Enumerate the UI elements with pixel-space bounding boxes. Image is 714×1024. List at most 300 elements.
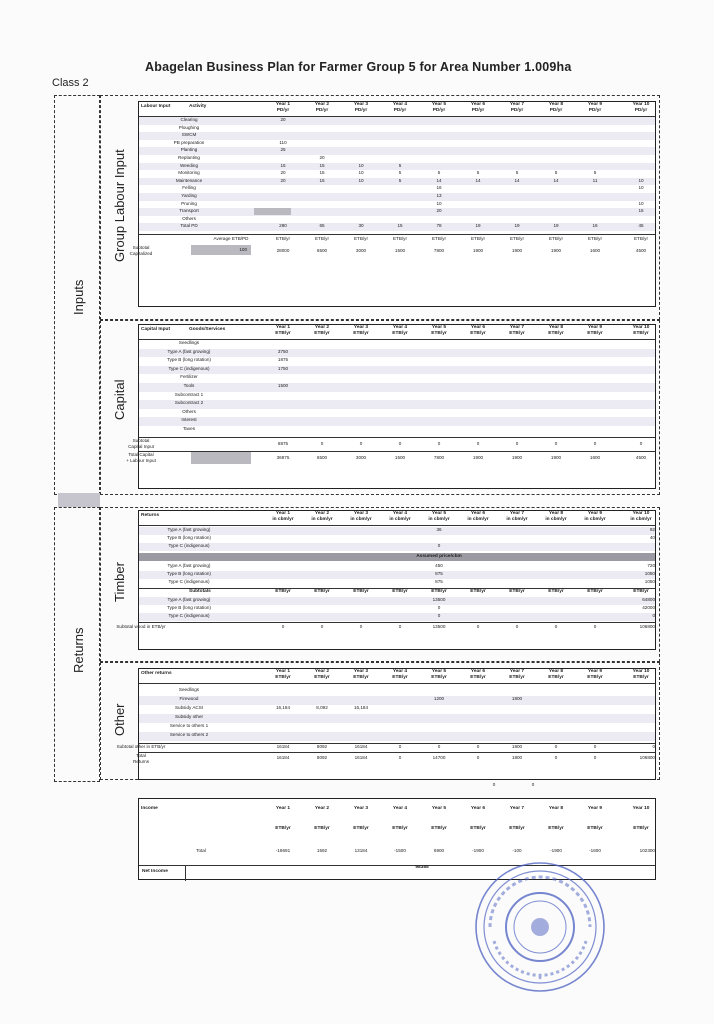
price-header: Assumed price/cbm <box>416 554 462 559</box>
average-value: 100 <box>239 247 247 252</box>
unit-header: PD/yr <box>634 108 648 113</box>
income-total-label: Total <box>196 848 206 853</box>
timber-volume: 40 <box>649 535 655 540</box>
year-header: Year 8 <box>548 511 564 516</box>
unit-header: PD/yr <box>549 108 563 113</box>
subtotal-unit: ETB/yr <box>470 589 486 594</box>
year-header: Year 7 <box>509 511 525 516</box>
labour-value: 5 <box>554 170 558 176</box>
unit-header: PD/yr <box>393 108 407 113</box>
subtotal-wood-value: 13500 <box>432 624 446 629</box>
capital-subtotal: 0 <box>437 440 441 446</box>
unit-header: ETB/yr <box>548 675 564 680</box>
unit-header: ETB/yr <box>431 675 447 680</box>
timber-price: 1050 <box>644 571 655 576</box>
labour-value: 19 <box>553 223 559 229</box>
timber-price: 875 <box>435 579 443 584</box>
row-shade <box>139 163 655 171</box>
subtotal-unit: ETB/yr <box>633 589 649 594</box>
subtotal-divider <box>139 743 655 744</box>
capital-item: Taxes <box>183 426 195 431</box>
total-capital-value: 1500 <box>394 454 406 460</box>
other-item: Firewood <box>179 696 199 701</box>
labour-value: 10 <box>638 177 644 183</box>
year-header: Year 3 <box>353 511 369 516</box>
header-divider <box>139 683 655 684</box>
below-value: 0 <box>492 782 496 787</box>
year-header: Year 2 <box>314 102 330 107</box>
labour-subtotal: 7800 <box>433 248 445 253</box>
year-header: Year 4 <box>392 669 408 674</box>
year-header: Year 3 <box>353 325 369 330</box>
subtotal-wood-value: 0 <box>398 624 402 629</box>
labour-value: 16 <box>592 223 598 229</box>
unit-header: in cbm/yr <box>350 517 372 522</box>
total-capital-value: 1600 <box>589 454 601 460</box>
timber-type: Type B (long rotation) <box>167 605 211 610</box>
year-header: Year 9 <box>587 102 603 107</box>
labour-subtotal: 4500 <box>635 248 647 253</box>
row-shade <box>139 383 655 392</box>
year-header: Year 5 <box>431 806 447 811</box>
year-header: Year 5 <box>431 669 447 674</box>
total-capital-value: 1900 <box>550 454 562 460</box>
labour-col-header: Labour Input <box>141 104 171 109</box>
labour-value: 110 <box>279 139 287 145</box>
timber-value: 0 <box>437 613 441 618</box>
labour-value: 15 <box>319 170 325 176</box>
labour-value: 10 <box>638 200 644 206</box>
row-shade <box>139 117 655 125</box>
activity-label: Weeding <box>179 162 199 168</box>
total-capital-value: 6500 <box>316 454 328 460</box>
unit-header: ETB/yr <box>314 826 330 831</box>
returns-col-header: Returns <box>141 513 160 518</box>
labour-value: 10 <box>358 177 364 183</box>
total-returns-value: 1800 <box>511 755 523 760</box>
unit-header: ETB/yr <box>392 331 408 336</box>
subtotal-wood-value: 0 <box>320 624 324 629</box>
labour-value: 30 <box>358 223 364 229</box>
total-returns-value: 0 <box>398 755 402 760</box>
capital-item: Subcontract 2 <box>174 400 204 406</box>
subtotal-other-value: 8092 <box>316 744 328 749</box>
year-header: Year 6 <box>470 511 486 516</box>
activity-label: Maintenance <box>175 177 203 183</box>
other-label: Other <box>112 703 127 736</box>
subtotal-other-value: 0 <box>554 744 558 749</box>
row-shade <box>139 732 655 741</box>
subtotal-unit: ETB/yr <box>509 589 525 594</box>
total-divider <box>139 752 655 753</box>
total-capital-value: 1900 <box>472 454 484 460</box>
unit-header: ETB/yr <box>275 675 291 680</box>
timber-type: Type C (indigenous) <box>168 579 210 584</box>
unit-header: in cbm/yr <box>584 517 606 522</box>
other-returns-col-header: Other returns <box>141 671 172 676</box>
capital-item: Type A (fast growing) <box>167 348 211 354</box>
class-label: Class 2 <box>52 77 89 89</box>
unit-header: ETB/yr <box>431 331 447 336</box>
labour-value: 10 <box>638 185 644 191</box>
year-header: Year 7 <box>509 325 525 330</box>
labour-subtotal: 28000 <box>276 248 290 253</box>
activity-label: PB preparation <box>173 139 205 145</box>
unit-header: PD/yr <box>510 108 524 113</box>
unit-header: ETB/yr <box>509 826 525 831</box>
year-header: Year 1 <box>275 102 291 107</box>
year-header: Year 6 <box>470 102 486 107</box>
subtotal-other-value: 0 <box>593 744 597 749</box>
labour-value: 65 <box>319 223 325 229</box>
year-header: Year 10 <box>632 325 650 330</box>
labour-input-label: + Labour Input <box>126 457 156 463</box>
labour-value: 5 <box>593 170 597 176</box>
subtotal-other-value: 16184 <box>276 744 290 749</box>
total-returns-value: 14700 <box>432 755 446 760</box>
unit-header: ETB/yr <box>353 826 369 831</box>
unit-header: ETB/yr <box>353 331 369 336</box>
labour-subtotal: 1900 <box>550 248 562 253</box>
header-divider <box>139 525 655 526</box>
timber-value: 0 <box>437 605 441 610</box>
timber-volume: 36 <box>436 527 442 532</box>
labour-value: 16 <box>436 185 442 191</box>
timber-value: 64800 <box>642 597 655 602</box>
activity-label: Replanting <box>178 155 200 160</box>
capital-value: 1750 <box>277 365 289 371</box>
labour-value: 14 <box>475 177 481 183</box>
labour-value: 11 <box>592 177 598 183</box>
capital-subtotal: 8875 <box>277 440 289 446</box>
capital-item: Others <box>182 408 196 414</box>
other-value: 16,184 <box>275 705 291 710</box>
row-shade <box>139 147 655 155</box>
unit-header: ETB/yr <box>470 826 486 831</box>
unit-header: ETB/yr <box>509 331 525 336</box>
activity-label: Yarding <box>181 193 197 198</box>
labour-value: 25 <box>280 147 286 153</box>
year-header: Year 3 <box>353 669 369 674</box>
income-total-value: -18691 <box>275 848 291 853</box>
labour-value: 20 <box>280 170 286 176</box>
row-shade <box>139 178 655 186</box>
income-col-header: Income <box>141 806 158 811</box>
other-value: 1200 <box>433 696 445 701</box>
row-shade <box>139 571 655 579</box>
subtotal-other-value: 0 <box>437 744 441 749</box>
unit-header: ETB/yr <box>431 826 447 831</box>
activity-label: Total PD <box>180 223 198 229</box>
unit-header: ETB/yr <box>392 675 408 680</box>
total-capital-value: 7800 <box>433 454 445 460</box>
subtotal-unit: ETB/yr <box>470 236 486 241</box>
income-total-value: 6900 <box>433 848 445 853</box>
activity-label: SWCM <box>181 132 197 138</box>
year-header: Year 5 <box>431 325 447 330</box>
activity-label: Transport <box>179 208 199 214</box>
unit-header: PD/yr <box>276 108 290 113</box>
year-header: Year 7 <box>509 669 525 674</box>
capital-value: 1500 <box>277 383 289 388</box>
labour-value: 5 <box>398 177 402 183</box>
total-returns-value: 16184 <box>354 755 368 760</box>
capital-subtotal: 0 <box>359 440 363 446</box>
timber-label: Timber <box>112 562 127 602</box>
labour-value: 20 <box>436 208 442 214</box>
subtotal-unit: ETB/yr <box>392 236 408 241</box>
goods-col-header: Goods/Services <box>189 327 226 332</box>
other-value: 8,092 <box>316 705 328 710</box>
group-labour-input-label: Group Labour Input <box>112 149 127 262</box>
timber-type: Type C (indigenous) <box>168 613 210 618</box>
timber-type: Type C (indigenous) <box>168 543 210 548</box>
timber-price: 720 <box>647 563 655 568</box>
year-header: Year 10 <box>632 669 650 674</box>
net-col-divider <box>185 865 186 881</box>
labour-value: 15 <box>638 208 644 214</box>
subtotal-other-label: Subtotal other in ETB/yr <box>116 744 166 749</box>
year-header: Year 2 <box>314 806 330 811</box>
subtotal-unit: ETB/yr <box>431 589 447 594</box>
year-header: Year 6 <box>470 325 486 330</box>
subtotal-label: Subtotal <box>132 437 150 443</box>
unit-header: ETB/yr <box>353 675 369 680</box>
subtotal-label: Subtotal <box>132 245 150 250</box>
unit-header: ETB/yr <box>633 675 649 680</box>
unit-header: PD/yr <box>315 108 329 113</box>
subtotal-other-value: 0 <box>652 744 655 749</box>
capital-label: Capital <box>112 379 127 420</box>
row-shade <box>139 193 655 201</box>
inputs-label: Inputs <box>71 279 86 315</box>
income-total-value: -1900 <box>550 848 562 853</box>
timber-type: Type B (long rotation) <box>167 571 211 576</box>
subtotal-unit: ETB/yr <box>587 236 603 241</box>
unit-header: ETB/yr <box>470 331 486 336</box>
row-shade <box>139 527 655 535</box>
year-header: Year 4 <box>392 806 408 811</box>
labour-subtotal: 1900 <box>472 248 484 253</box>
unit-header: in cbm/yr <box>467 517 489 522</box>
year-header: Year 10 <box>632 102 650 107</box>
other-item: Service to others 2 <box>169 732 209 737</box>
subtotal-wood-value: 0 <box>281 624 285 629</box>
capital-col-header: Capital Input <box>141 327 171 332</box>
capital-table <box>126 324 656 489</box>
unit-header: ETB/yr <box>587 675 603 680</box>
labour-value: 5 <box>515 170 519 176</box>
labour-value: 14 <box>514 177 520 183</box>
subtotal-unit: ETB/yr <box>633 236 649 241</box>
unit-header: in cbm/yr <box>389 517 411 522</box>
income-total-value: -100 <box>512 848 522 853</box>
year-header: Year 8 <box>548 669 564 674</box>
unit-header: ETB/yr <box>275 826 291 831</box>
year-header: Year 9 <box>587 511 603 516</box>
total-returns-value: 16184 <box>276 755 290 760</box>
labour-value: 20 <box>280 117 286 122</box>
unit-header: ETB/yr <box>470 675 486 680</box>
year-header: Year 4 <box>392 325 408 330</box>
subtotal-wood-value: 0 <box>593 624 597 629</box>
year-header: Year 6 <box>470 806 486 811</box>
income-total-value: 13184 <box>354 848 368 853</box>
subtotal-wood-value: 0 <box>515 624 519 629</box>
row-shade <box>139 613 655 621</box>
labour-value: 45 <box>638 223 644 229</box>
below-value: 0 <box>531 782 535 787</box>
unit-header: PD/yr <box>588 108 602 113</box>
unit-header: in cbm/yr <box>545 517 567 522</box>
page-title: Abagelan Business Plan for Farmer Group 5 for Area Number 1.009ha <box>145 60 572 74</box>
row-shade <box>139 696 655 705</box>
labour-value: 5 <box>398 170 402 176</box>
year-header: Year 7 <box>509 806 525 811</box>
subtotal-other-value: 1800 <box>511 744 523 749</box>
labour-value: 19 <box>475 223 481 229</box>
svg-text:✶: ✶ <box>537 976 543 982</box>
year-header: Year 10 <box>632 806 650 811</box>
year-header: Year 4 <box>392 511 408 516</box>
activity-col-header: Activity <box>189 104 207 109</box>
unit-header: ETB/yr <box>633 331 649 336</box>
year-header: Year 2 <box>314 669 330 674</box>
total-capital-value: 4500 <box>635 454 647 460</box>
year-header: Year 1 <box>275 325 291 330</box>
year-header: Year 7 <box>509 102 525 107</box>
subtotal-wood-value: 0 <box>476 624 480 629</box>
labour-value: 20 <box>319 155 325 160</box>
unit-header: in cbm/yr <box>311 517 333 522</box>
unit-header: in cbm/yr <box>506 517 528 522</box>
price-header-bar <box>139 553 655 561</box>
year-header: Year 8 <box>548 325 564 330</box>
timber-volume: 0 <box>437 543 441 548</box>
total-returns-value: 0 <box>476 755 480 760</box>
row-shade <box>139 208 655 216</box>
capital-subtotal: 0 <box>476 440 480 446</box>
row-shade <box>139 400 655 409</box>
capital-item: Tools <box>183 383 195 388</box>
separator-block <box>58 493 100 507</box>
subtotal-wood-label: Subtotal wood in ETB/yr <box>116 624 166 629</box>
subtotal-wood-value: 0 <box>554 624 558 629</box>
activity-label: Monitoring <box>178 170 200 176</box>
seal-stamp <box>470 855 610 1000</box>
year-header: Year 5 <box>431 511 447 516</box>
total-capital-cell <box>191 452 251 464</box>
year-header: Year 6 <box>470 669 486 674</box>
total-returns-value: 8092 <box>316 755 328 760</box>
capital-item: Fertilizer <box>180 374 198 380</box>
timber-value: 42000 <box>642 605 655 610</box>
capital-subtotal: 0 <box>515 440 519 446</box>
unit-header: in cbm/yr <box>428 517 450 522</box>
labour-value: 280 <box>279 223 287 229</box>
unit-header: ETB/yr <box>633 826 649 831</box>
timber-type: Type A (fast growing) <box>167 527 211 532</box>
timber-type: Type A (fast growing) <box>167 563 211 568</box>
total-capital-label: Total Capital <box>128 451 154 457</box>
row-shade <box>139 714 655 723</box>
unit-header: in cbm/yr <box>272 517 294 522</box>
row-shade <box>139 349 655 358</box>
labour-value: 14 <box>436 177 442 183</box>
subtotal-divider <box>139 437 655 438</box>
other-item: Subsidy ACSI <box>174 705 204 710</box>
total-returns-label: Total <box>136 753 146 758</box>
subtotal-unit: ETB/yr <box>275 589 291 594</box>
net-income-label: Net Income <box>142 869 168 874</box>
income-total-value: 102300 <box>639 848 655 853</box>
capital-item: Interest <box>181 417 197 423</box>
labour-subtotal: 6500 <box>316 248 328 253</box>
subtotal-divider <box>139 234 655 235</box>
year-header: Year 8 <box>548 806 564 811</box>
average-label: Average ETB/PD <box>213 236 249 241</box>
subtotal-unit: ETB/yr <box>314 236 330 241</box>
timber-price: 1050 <box>644 579 655 584</box>
subtotal-unit: ETB/yr <box>509 236 525 241</box>
activity-label: Pruning <box>181 200 197 206</box>
activity-label: Ploughing <box>178 124 200 130</box>
unit-header: PD/yr <box>354 108 368 113</box>
year-header: Year 3 <box>353 102 369 107</box>
other-item: Subsidy other <box>174 714 204 719</box>
labour-subtotal: 1900 <box>511 248 523 253</box>
capital-subtotal: 0 <box>398 440 402 446</box>
row-shade <box>139 417 655 426</box>
unit-header: in cbm/yr <box>630 517 652 522</box>
other-item: Seedlings <box>178 687 200 692</box>
capital-item: Subcontract 1 <box>174 391 204 397</box>
unit-header: ETB/yr <box>509 675 525 680</box>
capital-value: 3750 <box>277 348 289 354</box>
subtotal-unit: ETB/yr <box>548 236 564 241</box>
labour-value: 10 <box>358 170 364 176</box>
capital-subtotal: 0 <box>554 440 558 446</box>
unit-header: ETB/yr <box>548 331 564 336</box>
unit-header: ETB/yr <box>587 826 603 831</box>
transport-highlight <box>254 208 291 215</box>
labour-value: 20 <box>280 177 286 183</box>
subtotal-unit: ETB/yr <box>275 236 291 241</box>
timber-type: Type B (long rotation) <box>167 535 211 540</box>
activity-label: Felling <box>182 185 196 191</box>
subtotal-other-value: 0 <box>398 744 402 749</box>
unit-header: PD/yr <box>432 108 446 113</box>
timber-value: 13500 <box>432 597 446 602</box>
year-header: Year 9 <box>587 669 603 674</box>
labour-value: 14 <box>553 177 559 183</box>
year-header: Year 1 <box>275 669 291 674</box>
total-capital-value: 36875 <box>276 454 290 460</box>
capital-item: Seedlings <box>178 340 200 345</box>
labour-value: 19 <box>514 223 520 229</box>
year-header: Year 2 <box>314 325 330 330</box>
subtotal-unit: ETB/yr <box>392 589 408 594</box>
total-capital-value: 1900 <box>511 454 523 460</box>
labour-value: 15 <box>397 223 403 229</box>
year-header: Year 1 <box>275 511 291 516</box>
subtotal-unit: ETB/yr <box>431 236 447 241</box>
subtotal-other-value: 0 <box>476 744 480 749</box>
subtotal-unit: ETB/yr <box>353 236 369 241</box>
row-shade <box>139 543 655 551</box>
unit-header: ETB/yr <box>392 826 408 831</box>
total-returns-value: 0 <box>554 755 558 760</box>
